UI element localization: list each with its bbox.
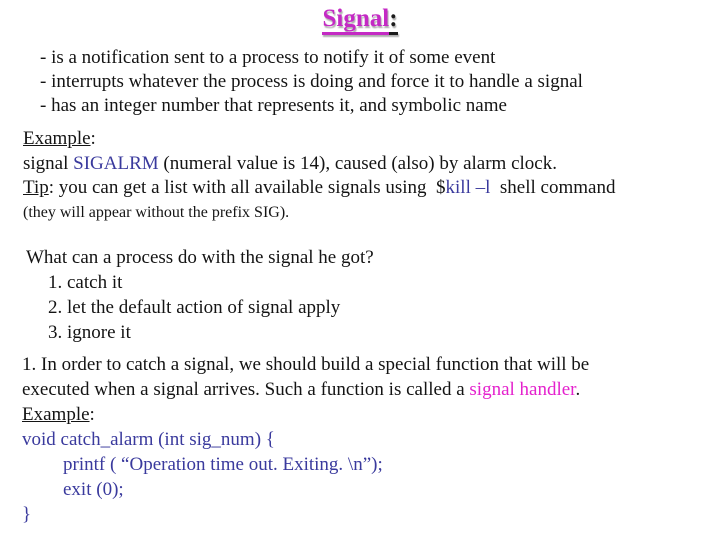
bullet-item: - is a notification sent to a process to notify it of some event [40, 47, 496, 68]
option-item: 3. ignore it [48, 322, 131, 343]
signal-definition-list [40, 46, 583, 118]
tip-note: (they will appear without the prefix SIG). [23, 203, 290, 221]
code-line: printf ( “Operation time out. Exiting. \n”); [63, 454, 383, 475]
example-label: Example [23, 128, 91, 149]
code-line: exit (0); [63, 479, 124, 500]
tip-label: Tip [23, 177, 49, 198]
handler-paragraph-line [22, 377, 589, 402]
signal-handler-block [22, 352, 589, 527]
tip-line [23, 176, 615, 201]
example-label-line [22, 402, 589, 427]
handler-post-text: . [575, 379, 581, 400]
sigalrm-post-text: (numeral value is 14), caused (also) by alarm clock. [158, 152, 557, 174]
example-label-colon: : [89, 404, 95, 425]
tip-post-text: shell command [490, 177, 616, 198]
tip-pre-text: : you can get a list with all available signals using $ [48, 177, 446, 198]
option-item: 1. catch it [48, 272, 123, 293]
code-line: } [22, 504, 32, 525]
title-colon: : [389, 5, 397, 35]
process-options-block [26, 245, 374, 345]
sigalrm-pre-text: signal [23, 152, 74, 174]
sigalrm-name: SIGALRM [73, 152, 159, 174]
example-label: Example [22, 404, 90, 425]
slide-title [0, 5, 720, 33]
title-text: Signal [322, 5, 389, 35]
handler-paragraph-line: 1. In order to catch a signal, we should build a special function that will be [22, 354, 590, 375]
kill-command: kill –l [445, 177, 491, 198]
example-label-colon: : [90, 128, 96, 149]
bullet-item: - has an integer number that represents it, and symbolic name [40, 95, 507, 116]
handler-term: signal handler [469, 379, 576, 400]
sigalrm-example-block [23, 127, 615, 225]
handler-pre-text: executed when a signal arrives. Such a function is called a [22, 379, 470, 400]
code-line: void catch_alarm (int sig_num) { [22, 429, 275, 450]
bullet-item: - interrupts whatever the process is doing and force it to handle a signal [40, 71, 583, 92]
sigalrm-line [23, 152, 615, 177]
question-text: What can a process do with the signal he got? [26, 247, 374, 268]
example-label-line [23, 127, 615, 152]
option-item: 2. let the default action of signal apply [48, 297, 341, 318]
